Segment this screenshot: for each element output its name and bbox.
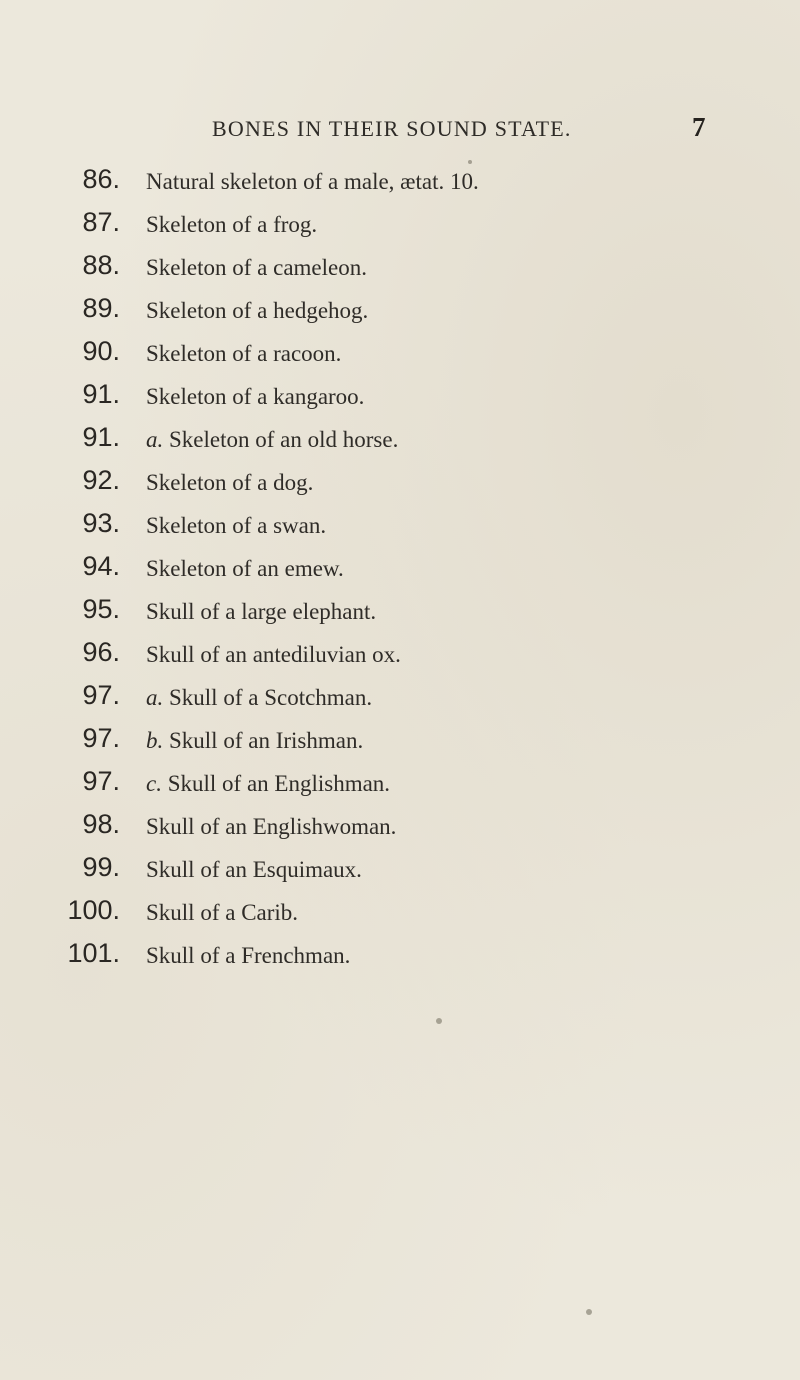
catalogue-entry: [0, 422, 800, 466]
catalogue-entry: [0, 164, 800, 208]
entry-text: Skeleton of an emew.: [146, 556, 344, 581]
running-title: BONES IN THEIR SOUND STATE.: [212, 116, 572, 141]
entry-text: Skeleton of a frog.: [146, 212, 318, 237]
entry-description: [146, 255, 367, 281]
entry-description: [146, 556, 344, 582]
entry-number: 90.: [82, 336, 120, 366]
entry-description: [146, 341, 341, 367]
entry-subletter: a.: [146, 685, 164, 710]
entry-text: Skull of an antediluvian ox.: [146, 642, 401, 667]
entry-text: Skull of a Carib.: [146, 900, 299, 925]
paper-speck: [436, 1018, 442, 1024]
entry-number: 98.: [82, 809, 120, 839]
entry-text: Skeleton of a racoon.: [146, 341, 342, 366]
entry-description: [146, 169, 479, 195]
entry-text: Skull of an Englishman.: [167, 771, 391, 796]
catalogue-entry: [0, 895, 800, 939]
entry-number: 93.: [82, 508, 120, 538]
entry-description: [146, 728, 363, 754]
catalogue-entry: [0, 723, 800, 767]
paper-speck: [468, 160, 472, 164]
entry-number: 91.: [82, 422, 120, 452]
entry-number: 89.: [82, 293, 120, 323]
entry-number: 101.: [67, 938, 120, 968]
entry-number: 97.: [82, 766, 120, 796]
entry-text: Skeleton of a dog.: [146, 470, 314, 495]
entry-number: 91.: [82, 379, 120, 409]
entry-description: [146, 212, 317, 238]
entry-number: 94.: [82, 551, 120, 581]
catalogue-entry: [0, 508, 800, 552]
entry-description: [146, 771, 390, 797]
entry-number: 95.: [82, 594, 120, 624]
entry-description: [146, 642, 401, 668]
entry-description: [146, 470, 313, 496]
entry-subletter: a.: [146, 427, 164, 452]
entry-number: 100.: [67, 895, 120, 925]
entry-text: Skeleton of an old horse.: [169, 427, 399, 452]
entry-subletter: c.: [146, 771, 162, 796]
entry-description: [146, 814, 396, 840]
entry-number: 88.: [82, 250, 120, 280]
entry-number: 87.: [82, 207, 120, 237]
entry-description: [146, 943, 350, 969]
entry-description: [146, 298, 368, 324]
catalogue-entry: [0, 250, 800, 294]
paper-speck: [586, 1309, 592, 1315]
entry-description: [146, 427, 398, 453]
catalogue-entry: [0, 207, 800, 251]
catalogue-entry: [0, 379, 800, 423]
entry-description: [146, 599, 376, 625]
catalogue-entry: [0, 293, 800, 337]
entry-text: Skeleton of a hedgehog.: [146, 298, 369, 323]
entry-description: [146, 384, 364, 410]
entry-text: Skull of a Scotchman.: [169, 685, 373, 710]
entry-number: 86.: [82, 164, 120, 194]
entry-text: Skull of a Frenchman.: [146, 943, 351, 968]
page-header: [0, 112, 800, 150]
entry-text: Skeleton of a cameleon.: [146, 255, 367, 280]
entry-description: [146, 900, 298, 926]
entry-text: Skull of an Esquimaux.: [146, 857, 362, 882]
entry-number: 97.: [82, 680, 120, 710]
entry-number: 99.: [82, 852, 120, 882]
entry-text: Skeleton of a swan.: [146, 513, 327, 538]
catalogue-entry: [0, 594, 800, 638]
entry-text: Skull of an Irishman.: [169, 728, 364, 753]
catalogue-entry: [0, 465, 800, 509]
page-number: 7: [692, 112, 706, 142]
entry-number: 97.: [82, 723, 120, 753]
catalogue-entry: [0, 809, 800, 853]
catalogue-entry: [0, 852, 800, 896]
entry-number: 96.: [82, 637, 120, 667]
catalogue-entry: [0, 637, 800, 681]
entry-subletter: b.: [146, 728, 164, 753]
catalogue-entry: [0, 680, 800, 724]
entry-text: Skull of an Englishwoman.: [146, 814, 397, 839]
entry-description: [146, 513, 326, 539]
entry-text: Skeleton of a kangaroo.: [146, 384, 365, 409]
entry-number: 92.: [82, 465, 120, 495]
catalogue-entry: [0, 336, 800, 380]
entry-description: [146, 857, 362, 883]
entry-text: Natural skeleton of a male, ætat. 10.: [146, 169, 479, 194]
entry-text: Skull of a large elephant.: [146, 599, 377, 624]
entry-description: [146, 685, 372, 711]
catalogue-entry: [0, 551, 800, 595]
catalogue-entry: [0, 938, 800, 982]
catalogue-entry: [0, 766, 800, 810]
